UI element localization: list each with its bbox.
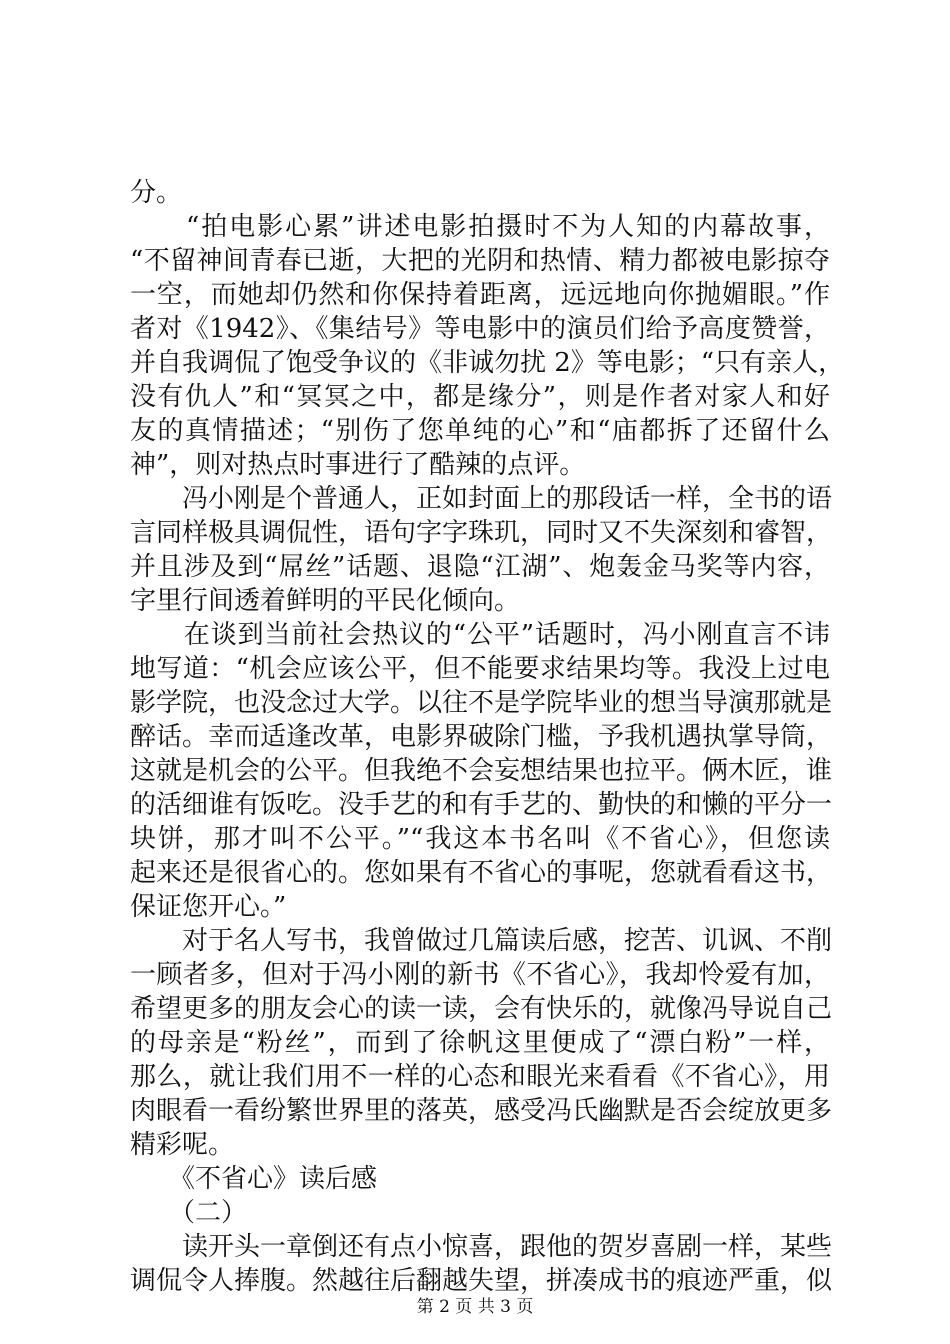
text-line: 的活细谁有饭吃。没手艺的和有手艺的、勤快的和懒的平分一 [130,790,833,820]
text-line: 保证您开心。” [130,892,287,922]
text-line: 希望更多的朋友会心的读一读，会有快乐的，就像冯导说自己 [130,994,833,1024]
text-line: 字里行间透着鲜明的平民化倾向。 [130,586,521,616]
text-line: 读开头一章倒还有点小惊喜，跟他的贺岁喜剧一样，某些 [130,1232,833,1262]
text-line: 精彩呢。 [130,1130,235,1160]
text-line: “拍电影心累”讲述电影拍摄时不为人知的内幕故事， [130,212,830,242]
text-line: 那么，就让我们用不一样的心态和眼光来看看《不省心》，用 [130,1062,830,1092]
text-line: 地写道：“机会应该公平，但不能要求结果均等。我没上过电 [130,654,830,684]
section-title: 《不省心》读后感 [130,1164,378,1194]
text-line: 友的真情描述；“别伤了您单纯的心”和“庙都拆了还留什么 [130,416,830,446]
text-line: 醉话。幸而适逢改革，电影界破除门槛，予我机遇执掌导筒， [130,722,833,752]
text-line: 调侃令人捧腹。然越往后翻越失望，拼凑成书的痕迹严重，似 [130,1266,833,1296]
text-line: 在谈到当前社会热议的“公平”话题时，冯小刚直言不讳 [130,620,830,650]
text-line: 一空，而她却仍然和你保持着距离，远远地向你抛媚眼。”作 [130,280,830,310]
text-line: 这就是机会的公平。但我绝不会妄想结果也拉平。俩木匠，谁 [130,756,833,786]
text-line: 者对《1942》、《集结号》等电影中的演员们给予高度赞誉， [130,314,830,344]
text-line: 没有仇人”和“冥冥之中，都是缘分”，则是作者对家人和好 [130,382,830,412]
text-line: 肉眼看一看纷繁世界里的落英，感受冯氏幽默是否会绽放更多 [130,1096,833,1126]
text-line: 分。 [130,178,183,208]
text-line: 影学院，也没念过大学。以往不是学院毕业的想当导演那就是 [130,688,833,718]
text-line: 起来还是很省心的。您如果有不省心的事呢，您就看看这书， [130,858,833,888]
section-number: （二） [130,1198,248,1228]
text-line: 冯小刚是个普通人，正如封面上的那段话一样，全书的语 [130,484,833,514]
text-line: 言同样极具调侃性，语句字字珠玑，同时又不失深刻和睿智， [130,518,833,548]
text-line: 块饼，那才叫不公平。”“我这本书名叫《不省心》，但您读 [130,824,830,854]
text-line: 对于名人写书，我曾做过几篇读后感，挖苦、讥讽、不削 [130,926,833,956]
text-line: 并且涉及到“屌丝”话题、退隐“江湖”、炮轰金马奖等内容， [130,552,830,582]
text-line: 的母亲是“粉丝”，而到了徐帆这里便成了“漂白粉”一样， [130,1028,830,1058]
page-footer: 第 2 页 共 3 页 [416,1297,534,1317]
text-line: 一顾者多，但对于冯小刚的新书《不省心》，我却怜爱有加， [130,960,830,990]
text-line: 并自我调侃了饱受争议的《非诚勿扰 2》等电影；“只有亲人， [130,348,845,378]
text-line: 神”，则对热点时事进行了酷辣的点评。 [130,450,586,480]
text-line: “不留神间青春已逝，大把的光阴和热情、精力都被电影掠夺 [130,246,830,276]
